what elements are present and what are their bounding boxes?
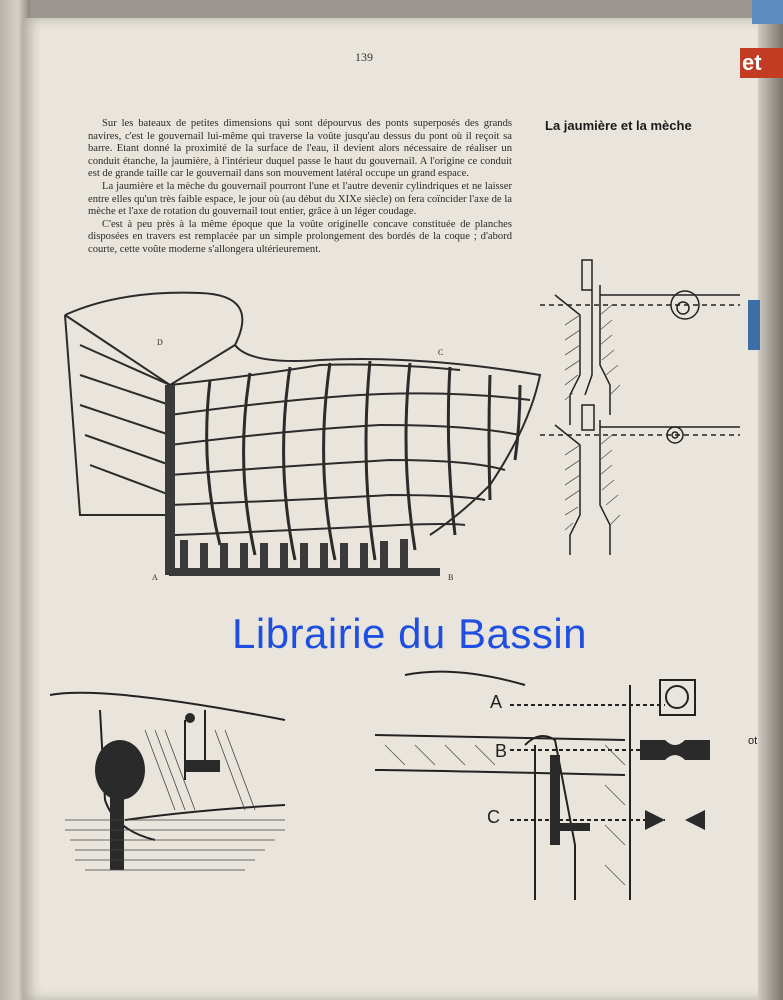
cover-edge-blue-strip — [748, 300, 760, 350]
rudder-label-b: B — [495, 741, 508, 761]
rudder-head-detail — [365, 645, 735, 900]
paragraph: Sur les bateaux de petites dimensions qui sont dépourvus des ponts superposés des grands navires, c'est le gouvernail lui-même qui traverse la voûte jusqu'au dessus du pont où il reçoit sa barre. Etant donné la proximité de la surface de l'eau, il devient alors nécessaire de réaliser un conduit étanche, la jaumière, à l'intérieur duquel passe le haut du gouvernail. A l'origine ce conduit est de grande taille car le gouvernail dans son mouvement latéral occupe un grand espace. — [88, 118, 512, 180]
edge-tab: et — [740, 48, 783, 78]
right-page-edge — [758, 20, 783, 1000]
section-title: La jaumière et la mèche — [545, 118, 692, 133]
jaumiere-section-diagrams — [540, 255, 740, 565]
rudder-label-a: A — [490, 692, 503, 712]
body-text — [88, 118, 512, 257]
hull-frame-illustration — [60, 285, 550, 585]
page-number: 139 — [355, 50, 373, 64]
hull-label-d: D — [157, 338, 163, 347]
rudder-label-c: C — [487, 807, 500, 827]
paragraph: La jaumière et la mèche du gouvernail pourront l'une et l'autre devenir cylindriques et ne laisser entre elles qu'un très faible espace, le jour où (au début du XIXe siècle) on fera coïncider l'axe de la mèche et l'axe de rotation du gouvernail tout entier, grâce à un léger coudage. — [88, 180, 512, 218]
hull-label-c: C — [438, 348, 444, 357]
hull-label-a: A — [152, 573, 158, 582]
cover-edge-blue — [752, 0, 783, 24]
margin-stub-text: ot — [748, 735, 758, 747]
stern-sketch-illustration — [45, 670, 290, 880]
watermark-text: Librairie du Bassin — [232, 610, 588, 657]
hull-label-b: B — [448, 573, 454, 582]
paragraph: C'est à peu près à la même époque que la voûte originelle concave constituée de planches disposées en travers est remplacée par un simple prolongement des bordés de la coque ; d'abord courte, cette voûte moderne s'allongera ultérieurement. — [88, 218, 512, 255]
